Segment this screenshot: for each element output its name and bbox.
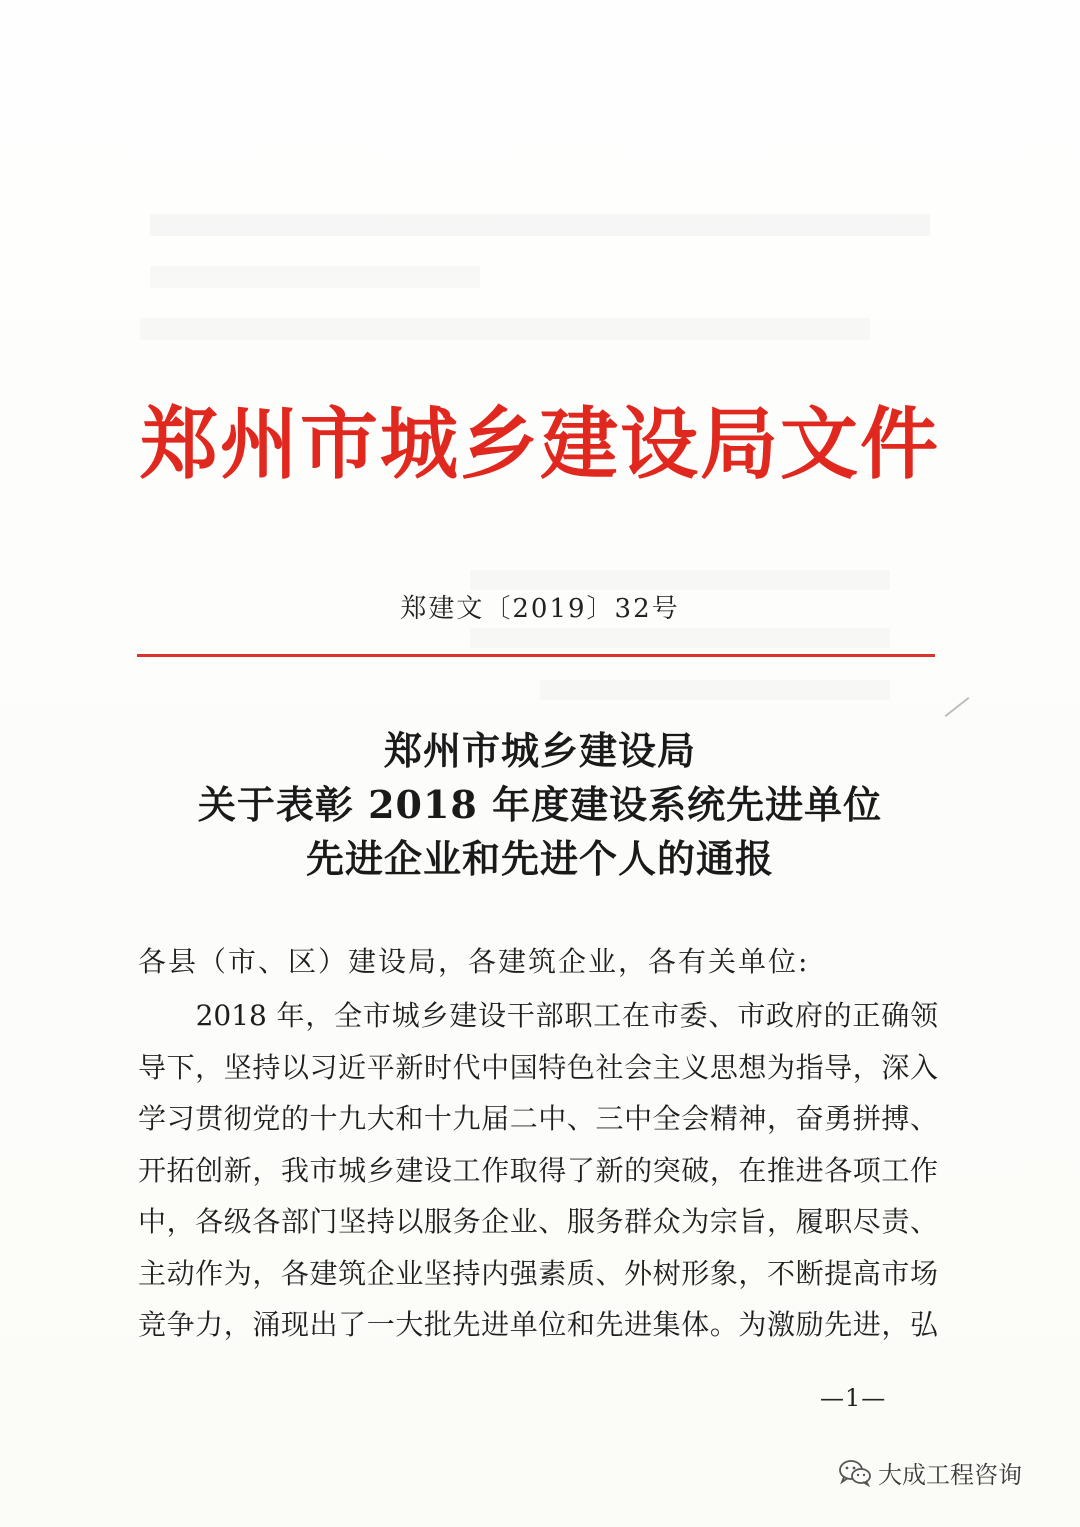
body-line: 学习贯彻党的十九大和十九届二中、三中全会精神，奋勇拼搏、 (138, 1102, 938, 1135)
document-number: 郑建文〔2019〕32号 (400, 594, 680, 624)
page-number: —1— (820, 1384, 887, 1412)
notice-title-line-2: 关于表彰 2018 年度建设系统先进单位 (197, 782, 883, 827)
body-paragraph (138, 990, 938, 1351)
body-line: 导下，坚持以习近平新时代中国特色社会主义思想为指导，深入 (138, 1050, 938, 1084)
red-divider-rule (137, 654, 935, 657)
body-line: 中，各级各部门坚持以服务企业、服务群众为宗旨，履职尽责、 (138, 1205, 938, 1238)
body-line: 2018 年，全市城乡建设干部职工在市委、市政府的正确领 (138, 999, 938, 1032)
issuer-header-title: 郑州市城乡建设局文件 (139, 399, 940, 490)
wechat-watermark (838, 1455, 1022, 1490)
wechat-icon (838, 1459, 872, 1487)
watermark-text: 大成工程咨询 (878, 1461, 1022, 1489)
bleed-through-band (150, 214, 930, 236)
bleed-through-band (540, 680, 890, 700)
bleed-through-band (470, 628, 890, 648)
notice-title-line-1: 郑州市城乡建设局 (383, 728, 696, 773)
body-line: 主动作为，各建筑企业坚持内强素质、外树形象，不断提高市场 (138, 1256, 938, 1290)
bleed-through-band (150, 266, 480, 288)
salutation: 各县（市、区）建设局，各建筑企业，各有关单位: (138, 945, 810, 978)
body-line: 开拓创新，我市城乡建设工作取得了新的突破，在推进各项工作 (138, 1153, 938, 1187)
bleed-through-band (140, 318, 870, 340)
notice-title-line-3: 先进企业和先进个人的通报 (305, 836, 774, 881)
bleed-through-band (470, 570, 890, 590)
notice-title (0, 724, 1080, 886)
paper-scratch-mark (945, 697, 970, 717)
body-line: 竞争力，涌现出了一大批先进单位和先进集体。为激励先进，弘 (138, 1308, 938, 1341)
